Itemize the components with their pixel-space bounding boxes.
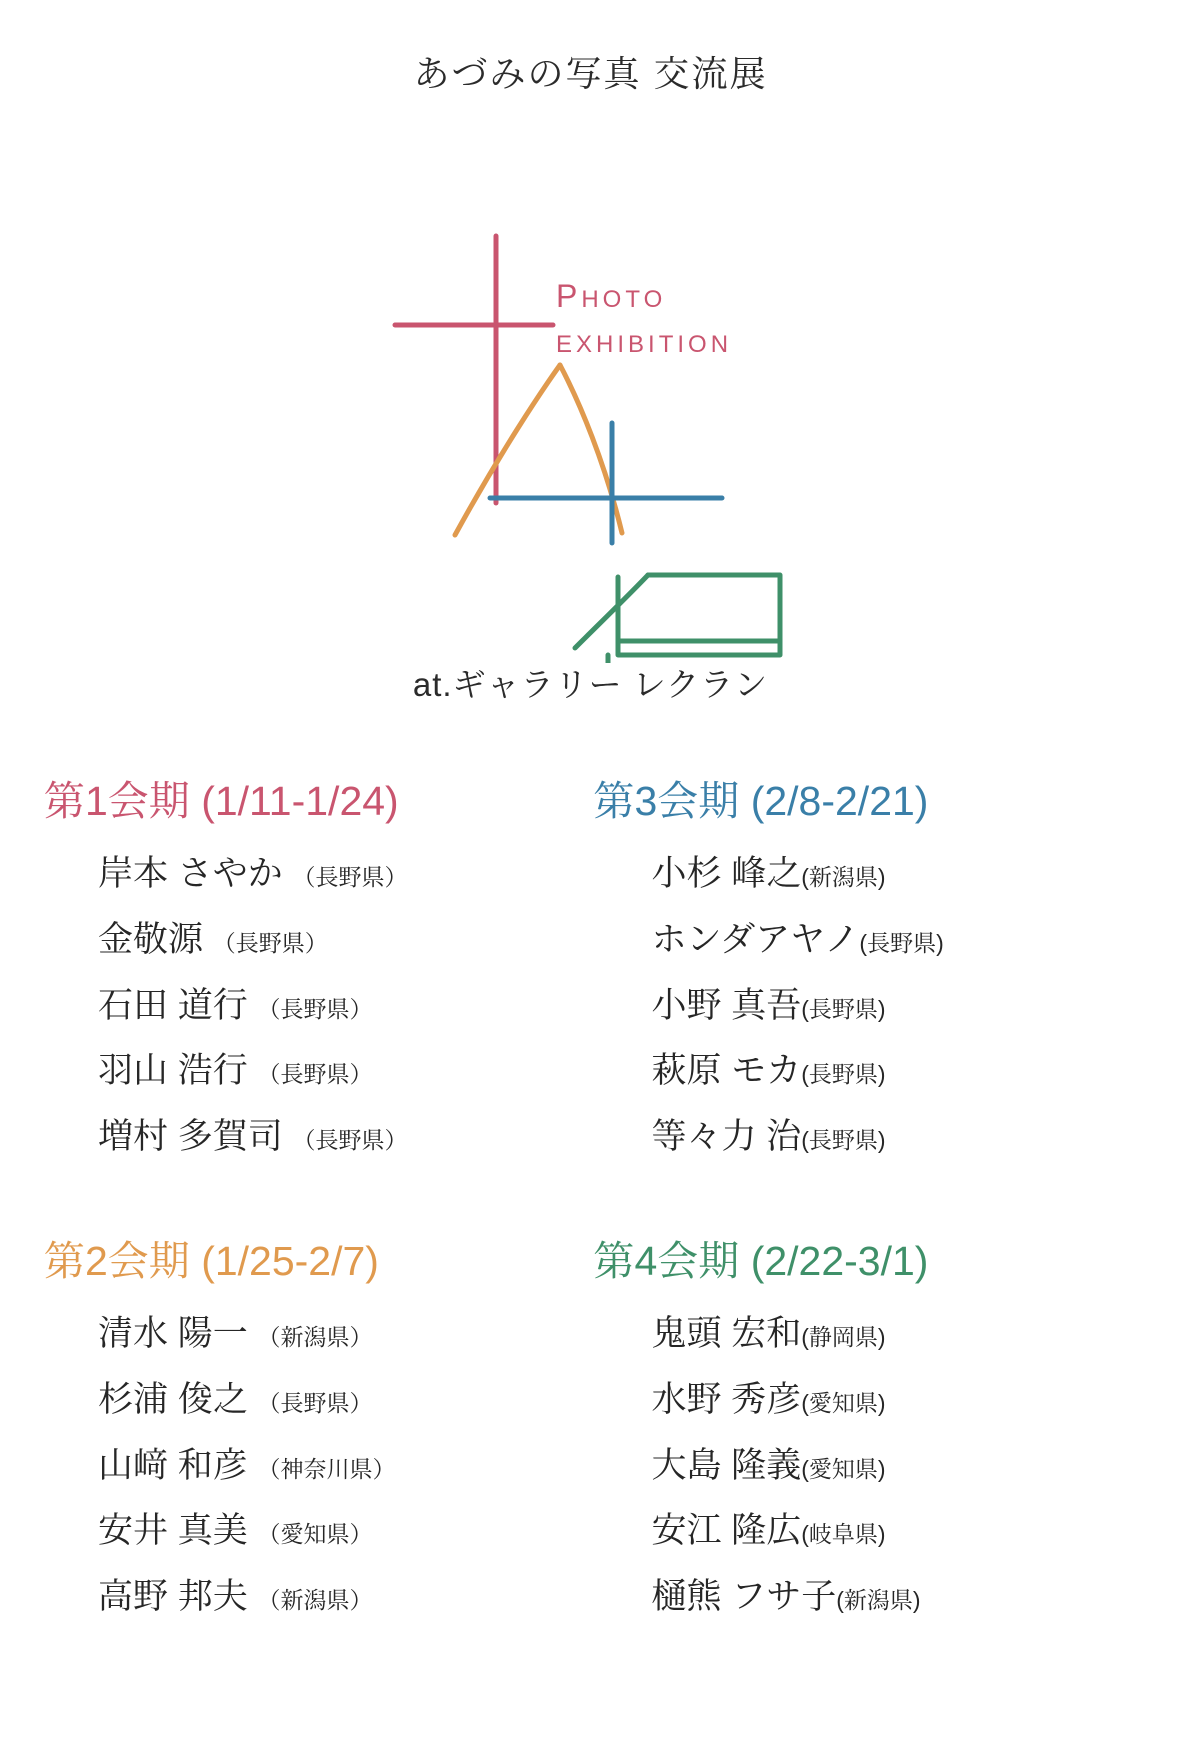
list-item [98,1498,594,1564]
list-item [98,973,594,1039]
artist-name: 杉浦 俊之 [98,1379,248,1419]
session-block-4 [594,1228,1144,1630]
artist-name: 小野 真吾 [651,985,802,1025]
session-heading-3: 第3会期 (2/8-2/21) [593,778,929,824]
artist-list-3 [594,841,1144,1170]
artist-pref: （新潟県） [257,1323,373,1350]
list-item [98,1104,594,1170]
artist-pref: (長野県) [859,929,944,956]
artist-pref: （長野県） [212,929,328,956]
artist-name: 山﨑 和彦 [98,1445,248,1485]
artist-name: 等々力 治 [651,1117,802,1157]
artist-list-2 [44,1301,594,1630]
artist-pref: (長野県) [801,1127,886,1154]
artist-list-4 [594,1301,1144,1630]
artist-list-1 [44,841,594,1170]
list-item [98,1433,594,1499]
artist-name: 萩原 モカ [651,1051,802,1091]
artist-pref: (長野県) [801,995,886,1022]
artist-name: 羽山 浩行 [98,1051,248,1091]
list-item [652,1498,1144,1564]
artist-pref: （長野県） [292,1127,408,1154]
artist-pref: (新潟県) [801,864,886,890]
session-heading-1: 第1会期 (1/11-1/24) [44,778,399,824]
artist-pref: (岐阜県) [801,1521,886,1548]
artist-name: 高野 邦夫 [98,1577,248,1617]
logo-photo-text [556,278,666,315]
page-title: あづみの写真 交流展 [413,53,768,94]
list-item [652,1104,1144,1170]
artist-pref: （愛知県） [257,1521,373,1548]
artist-pref: (静岡県) [801,1323,886,1350]
session-heading-4: 第4会期 (2/22-3/1) [593,1237,929,1284]
list-item [652,1301,1144,1367]
list-item [98,841,594,907]
session-block-3 [594,768,1144,1170]
list-item [98,1564,594,1630]
logo-artwork [0,103,1181,663]
artist-name: ホンダアヤノ [651,919,860,959]
artist-name: 清水 陽一 [98,1313,248,1353]
list-item [652,973,1144,1039]
logo-photo-initial: P [556,278,582,314]
artist-name: 安江 隆広 [651,1511,802,1551]
list-item [652,1433,1144,1499]
artist-pref: （長野県） [292,864,408,890]
artist-pref: (愛知県) [801,1455,886,1482]
artist-name: 増村 多賀司 [98,1117,283,1157]
list-item [652,1038,1144,1104]
artist-pref: (愛知県) [801,1389,886,1416]
artist-name: 水野 秀彦 [651,1379,802,1419]
artist-name: 樋熊 フサ子 [651,1577,837,1617]
artist-name: 大島 隆義 [651,1445,802,1485]
list-item [98,907,594,973]
artist-pref: (新潟県) [836,1587,921,1614]
artist-name: 岸本 さやか [98,854,283,893]
artist-pref: （新潟県） [257,1587,373,1614]
list-item [98,1038,594,1104]
artist-name: 小杉 峰之 [651,854,802,893]
artist-pref: （長野県） [257,1061,373,1088]
session-grid [0,768,1181,1630]
artist-pref: (長野県) [801,1061,886,1088]
artist-pref: （神奈川県） [257,1455,396,1482]
list-item [652,1367,1144,1433]
session-block-2 [44,1228,594,1630]
artist-pref: （長野県） [257,1389,373,1416]
kanji-logo-icon [0,103,1181,663]
list-item [652,841,1144,907]
logo-exhibition-text: EXHIBITION [556,331,733,358]
session-heading-2: 第2会期 (1/25-2/7) [44,1237,379,1284]
artist-name: 石田 道行 [98,985,248,1025]
artist-name: 安井 真美 [98,1511,248,1551]
artist-name: 金敬源 [98,919,204,959]
list-item [98,1301,594,1367]
session-block-1 [44,768,594,1170]
artist-pref: （長野県） [257,995,373,1022]
artist-name: 鬼頭 宏和 [651,1313,802,1353]
logo-photo-rest: HOTO [581,286,667,313]
list-item [652,1564,1144,1630]
list-item [652,907,1144,973]
venue-text: at.ギャラリー レクラン [412,666,769,703]
list-item [98,1367,594,1433]
